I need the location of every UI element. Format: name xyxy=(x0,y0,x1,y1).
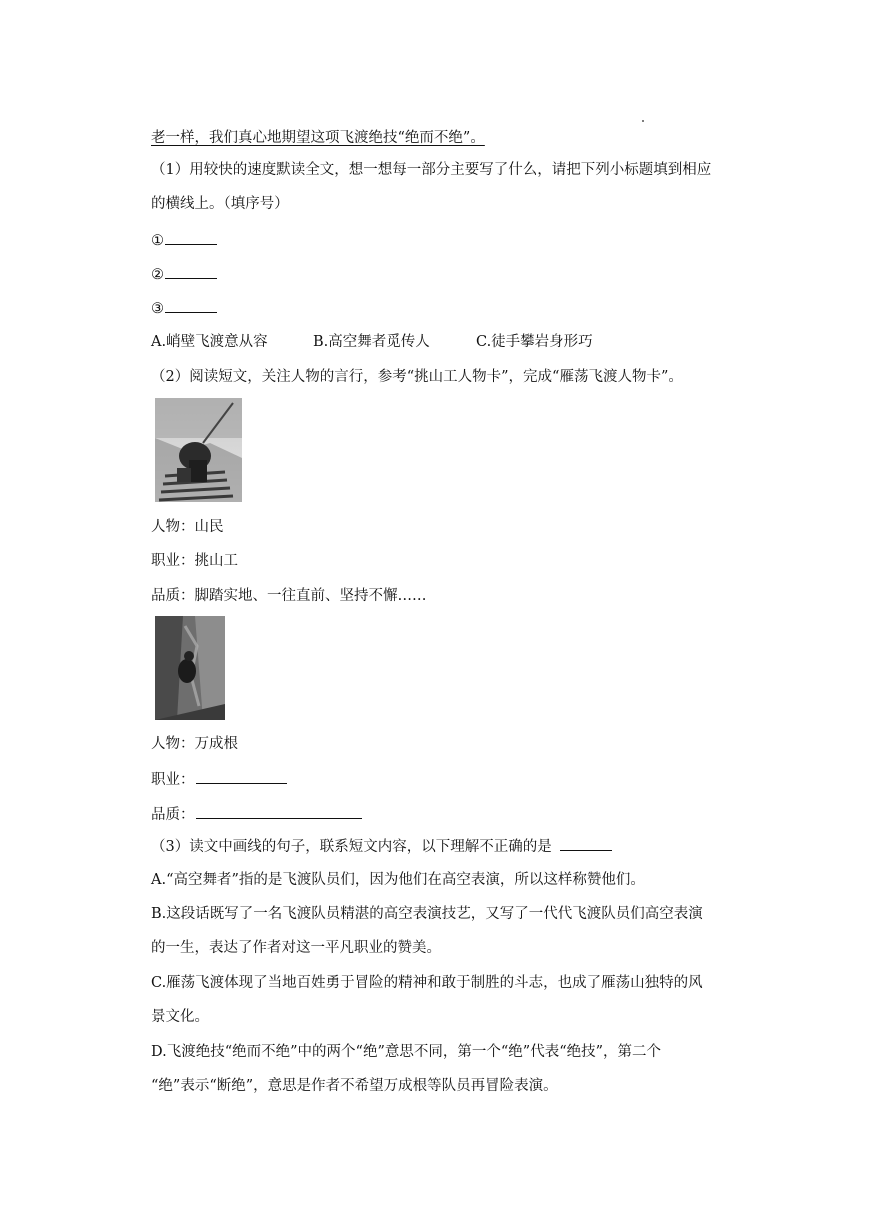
q3-prompt-row xyxy=(151,835,612,857)
card2-quality-label: 品质： xyxy=(151,807,195,823)
q3-option-d-line2: “绝”表示“断绝”，意思是作者不希望万成根等队员再冒险表演。 xyxy=(151,1078,558,1094)
q1-prompt-line2: 的横线上。（填序号） xyxy=(151,196,289,212)
q3-answer-blank[interactable] xyxy=(560,835,612,851)
q3-prompt: （3）读文中画线的句子，联系短文内容，以下理解不正确的是 xyxy=(151,839,552,855)
porter-photo xyxy=(155,398,242,502)
stray-dot xyxy=(642,120,644,122)
q2-prompt: （2）阅读短文，关注人物的言行，参考“挑山工人物卡”，完成“雁荡飞渡人物卡”。 xyxy=(151,369,683,385)
option-c: C.徒手攀岩身形巧 xyxy=(476,334,593,350)
flying-performer-photo xyxy=(155,616,225,720)
q1-prompt-line1: （1）用较快的速度默读全文，想一想每一部分主要写了什么，请把下列小标题填到相应 xyxy=(151,162,712,178)
option-a: A.峭壁飞渡意从容 xyxy=(151,334,268,350)
blank-marker: ② xyxy=(151,267,164,283)
q3-option-c-line2: 景文化。 xyxy=(151,1009,209,1025)
answer-blank-3[interactable] xyxy=(165,297,217,313)
blank-marker: ① xyxy=(151,233,164,249)
card2-person: 人物：万成根 xyxy=(151,736,238,752)
blank-marker: ③ xyxy=(151,301,164,317)
card2-job-label: 职业： xyxy=(151,772,195,788)
option-b: B.高空舞者觅传人 xyxy=(313,334,430,350)
q3-option-a: A.“高空舞者”指的是飞渡队员们，因为他们在高空表演，所以这样称赞他们。 xyxy=(151,872,645,888)
card1-quality: 品质：脚踏实地、一往直前、坚持不懈…… xyxy=(151,588,427,604)
q3-option-b-line1: B.这段话既写了一名飞渡队员精湛的高空表演技艺，又写了一代代飞渡队员们高空表演 xyxy=(151,906,703,922)
answer-blank-2[interactable] xyxy=(165,263,217,279)
q1-answer-row-1 xyxy=(151,229,217,251)
q3-option-d-line1: D.飞渡绝技“绝而不绝”中的两个“绝”意思不同，第一个“绝”代表“绝技”，第二个 xyxy=(151,1044,662,1060)
card2-job-row xyxy=(151,768,287,790)
underlined-intro-sentence: 老一样，我们真心地期望这项飞渡绝技“绝而不绝”。 xyxy=(151,130,485,146)
card1-job: 职业：挑山工 xyxy=(151,553,238,569)
q1-options-row xyxy=(151,332,593,352)
q3-option-b-line2: 的一生，表达了作者对这一平凡职业的赞美。 xyxy=(151,940,441,956)
q3-option-c-line1: C.雁荡飞渡体现了当地百姓勇于冒险的精神和敢于制胜的斗志，也成了雁荡山独特的风 xyxy=(151,975,703,991)
card1-person: 人物：山民 xyxy=(151,519,224,535)
card2-quality-row xyxy=(151,803,362,825)
q1-answer-row-3 xyxy=(151,297,217,319)
quality-answer-blank[interactable] xyxy=(196,803,362,819)
q1-answer-row-2 xyxy=(151,263,217,285)
answer-blank-1[interactable] xyxy=(165,229,217,245)
job-answer-blank[interactable] xyxy=(196,768,287,784)
